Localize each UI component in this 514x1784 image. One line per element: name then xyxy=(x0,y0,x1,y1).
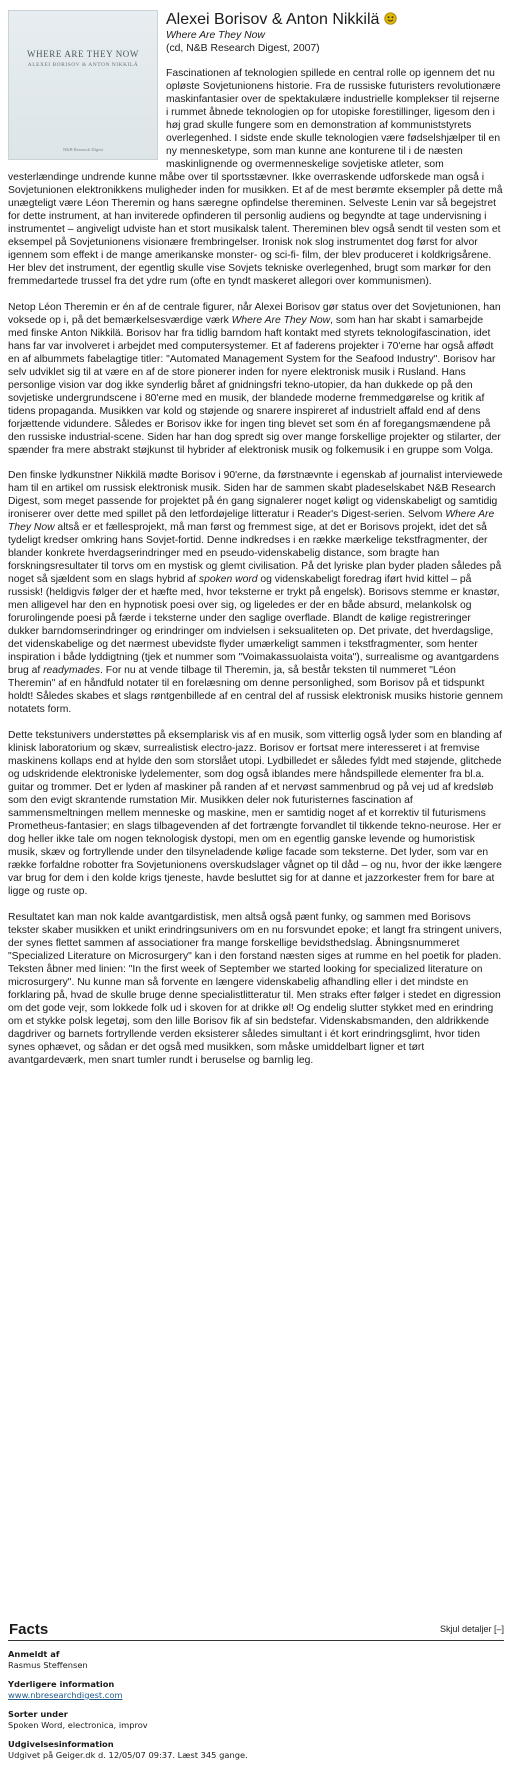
facts-title: Facts xyxy=(9,1621,49,1638)
cover-label: N&B Research Digest xyxy=(62,147,104,152)
release-meta: (cd, N&B Research Digest, 2007) xyxy=(166,43,320,54)
review xyxy=(8,10,504,1081)
album-title: Where Are They Now xyxy=(166,30,265,41)
emphasized-text: Where Are They Now xyxy=(8,509,495,534)
cover-title: WHERE ARE THEY NOW xyxy=(26,49,140,59)
fact-value: Spoken Word, electronica, improv xyxy=(8,1720,148,1730)
paragraph-text: Den finske lydkunstner Nikkilä mødte Borisov i 90'erne, da førstnævnte i egenskab af journalist interviewede ham til en artikel om russisk elektronisk musik. Siden har de sammen skabt pladeselskabet N&B Research Digest, som meget passende for projektet på én gang signalerer noget køligt og videnskabeligt og samtidig ironiserer over dette med spillet på den letfordøjelige litteratur i Reader's Digest-serien. Selvom xyxy=(8,470,503,521)
fact-link[interactable]: www.nbresearchdigest.com xyxy=(8,1690,123,1700)
cover-artists: ALEXEI BORISOV & ANTON NIKKILÄ xyxy=(27,62,139,68)
emphasized-text: spoken word xyxy=(198,574,258,586)
fact-label: Sorter under xyxy=(8,1709,68,1719)
review-body xyxy=(8,68,504,1068)
facts-list xyxy=(8,1649,504,1761)
album-cover xyxy=(8,10,158,160)
review-paragraph xyxy=(8,302,504,458)
fact-value: Udgivet på Geiger.dk d. 12/05/07 09:37. Læst 345 gange. xyxy=(8,1750,248,1760)
paragraph-text: og videnskabeligt foredrag iført hvid kittel – på russisk! (heldigvis følger der et hæfte med, hvor teksterne er trykt på engelsk). Borisovs stemme er knastør, men alligevel har den en hypnotisk poesi over sig, og ligeledes er der en både absurd, melankolsk og forurolingende poesi på færde i teksterne under den saglige overflade. Blandt de kølige registreringer dukker barndomserindringer og erindringer om indvielsen i seksualiteten op. Det private, det hverdagslige, det videnskabelige og det nærmest ubevidste flyder umærkeligt sammen i tekstfragmenter, som henter inspiration i både lyddigtning (tjek et nummer som "Voimakassuolaista voita"), surrealisme og avantgardens brug af xyxy=(8,574,500,677)
facts-header xyxy=(8,1621,504,1641)
hide-details-toggle[interactable]: Skjul detaljer [–] xyxy=(439,1624,504,1634)
fact-label: Yderligere information xyxy=(8,1679,115,1689)
paragraph-text: , som han har skabt i samarbejde med finske Anton Nikkilä. Borisov har fra tidlig barndom haft kontakt med styrets teknologifascination, idet hans far var involveret i arbejdet med computersystemer. Et af faderens projekter i 70'erne har også affødt en af albummets fabelagtige titler: "Automated Management System for the Seafood Industry". Borisov har selv udviklet sig til at være en af de store pionerer inden for nyere elektronisk musik i Rusland. Hans personlige vision var dog ikke synderlig båret af gnidningsfri tekno-utopier, da han dukkede op på den sovjetiske undergrundscene i 80'erne med en musik, der blandede moderne fremmedgørelse og kritik af tidens propaganda. Musikken var kold og støjende og snarere inspireret af industrielt affald end af dens forjættende vidundere. Således er Borisov ikke for ingen ting blevet set som én af foregangsmændene på den russiske industrial-scene. Siden har han dog spredt sig over mange forskellige projekter og stilarter, der spænder fra mere abstrakt støjkunst til hybrider af elektronisk musik og folkemusik i en gruppe som Volga. xyxy=(8,314,501,456)
paragraph-text: Netop Léon Theremin er én af de centrale figurer, når Alexei Borisov gør status over det Sovjetunionen, han voksede op i, på det bemærkelsesværdige værk xyxy=(8,301,501,326)
review-paragraph xyxy=(8,470,504,717)
smiley-rating-icon xyxy=(384,12,397,25)
emphasized-text: Where Are They Now xyxy=(231,314,331,326)
emphasized-text: readymades xyxy=(43,665,100,677)
paragraph-text: Resultatet kan man nok kalde avantgardistisk, men altså også pænt funky, og sammen med Borisovs tekster skaber musikken et unikt erindringsunivers om en nu forsvundet epoke; et langt fra stringent univers, der synes flettet sammen af associationer fra mange forskellige bevidsthedslag. Åbningsnummeret "Specialized Literature on Microsurgery" kan i den forstand næsten siges at rumme en hel poetik for pladen. Teksten åbner med linien: "In the first week of September we started looking for specialized literature on microsurgery". Nu kunne man så forvente en længere videnskabelig afhandling eller i det mindste en forklaring på, hvad de skulle bruge denne specialistlitteratur til. Men straks efter følger i stedet en digression om det gode vejr, som lokkede folk ud i skoven for at drikke øl! Og endelig slutter stykket med en erindring om et stykke polsk legetøj, som den lille Borisov fik af sin bedstefar. Videnskabsmanden, den aldrikkende dagdriver og barnets fortryllende verden eksisterer således simultant i ét kort erindringsglimt, hvor tiden synes ophævet, og sådan er det også med musikken, som måske umiddelbart ligner et tørt avantgardeværk, men snart tumler rundt i beruselse og barnlig leg. xyxy=(8,911,502,1066)
fact-label: Udgivelsesinformation xyxy=(8,1739,114,1749)
facts-section xyxy=(8,1621,504,1761)
review-paragraph xyxy=(8,912,504,1068)
paragraph-text: . For nu at vende tilbage til Theremin, ja, så består teksten til nummeret "Léon Theremin" af en håndfuld notater til en forelæsning om denne personlighed, som Borisov på et tidspunkt holdt! Således skabes et slags røntgenbillede af en central del af russisk elektronisk musiks historie gennem notatets form. xyxy=(8,665,504,716)
paragraph-text: Fascinationen af teknologien spillede en central rolle op igennem det nu opløste Sovjetunionens historie. Fra de russiske futuristers revolutionære maskinfantasier over de spektakulære industrielle komplekser til rejserne i rummet åbnede teknologien op for utopiske forestillinger, ligesom den i høj grad skulle fungere som en demonstration af kommuniststyrets overlegenhed. I sidste ende skulle teknologien være fødselshjælper til en ny mennesketype, som man kunne ane konturene til i de næsten maskinlignende og overmenneskelige sovjetiske atleter, som vesterlændinge undrende kunne måbe over til sportsstævner. Ikke overraskende udforskede man også i Sovjetunionen elektronikkens muligheder inden for musikken. Et af de mest berømte eksempler på dette må unægteligt være Léon Theremin og hans særegne opfindelse thereminen. Selveste Lenin var så begejstret for dette instrument, at han inviterede opfinderen til personlig audiens og begyndte at tage undervisning i instrumentet – angiveligt udviste han et stort musikalsk talent. Thereminen blev også sendt til vesten som et eksempel på Sovjetunionens visionære frembringelser. Ironisk nok slog instrumentet dog først for alvor igennem som effekt i de mange amerikanske monster- og sci-fi- film, der blev produceret i koldkrigsårene. Her blev det instrument, der egentlig skulle vise Sovjets tekniske overlegenhed, brugt som markør for den fremmedartede trussel fra det ydre rum (ofte en tyndt maskeret allegori over kommunismen). xyxy=(8,68,503,287)
fact-label: Anmeldt af xyxy=(8,1649,60,1659)
fact-value: Rasmus Steffensen xyxy=(8,1660,88,1670)
paragraph-text: Dette tekstunivers understøttes på eksemplarisk vis af en musik, som vitterlig også lyder som en blanding af klinisk laboratorium og skæv, surrealistisk electro-jazz. Borisov er fortsat mere interesseret i at fremvise maskinens kollaps end at hylde den som storslået utopi. Lydbilledet er således fyldt med støjende, glitchede og udskridende elektroniske lydelementer, som dog også iblandes mere håndspillede elementer fra bl.a. guitar og trommer. Det er lyden af maskiner på randen af et nervøst sammenbrud og på vej ud af kredsløb som den evigt skrantende rumstation Mir. Musikken deler nok futuristernes fascination af sammensmeltningen mellem menneske og maskine, men er samtidig noget af et korrektiv til futurismens Prometheus-fantasier; en slags tilbagevenden af det fortrængte forvandlet til tikkende tekno-neurose. Her er dog heller ikke tale om nogen teknologisk dystopi, men om en egentlig ganske levende og humoristisk musik, skæv og fortryllende under den tilsyneladende kølige facade som teksterne. Det lyder, som var en række forfaldne robotter fra Sovjetunionens overskudslager vågnet op til dåd – og nu, hvor der ikke længere var brug for dem i den kolde krigs tjeneste, havde besluttet sig for at danne et jazzorkester frem for bare at ligge og ruste op. xyxy=(8,730,502,897)
paragraph-text: altså er et fællesprojekt, må man først og fremmest sige, at det er Borisovs projekt, idet det så tydeligt kredser omkring hans Sovjet-fortid. Denne indkredses i en række mærkelige tekstfragmenter, der blander konkrete hverdagserindringer med en pseudo-videnskabelig distance, som bragte han forskningsresultater til torvs om en mystisk og glemt civilisation. På det lyriske plan byder pladen således på noget så sjældent som en slags hybrid af xyxy=(8,522,502,586)
review-title-text: Alexei Borisov & Anton Nikkilä xyxy=(166,11,380,28)
review-paragraph xyxy=(8,730,504,899)
